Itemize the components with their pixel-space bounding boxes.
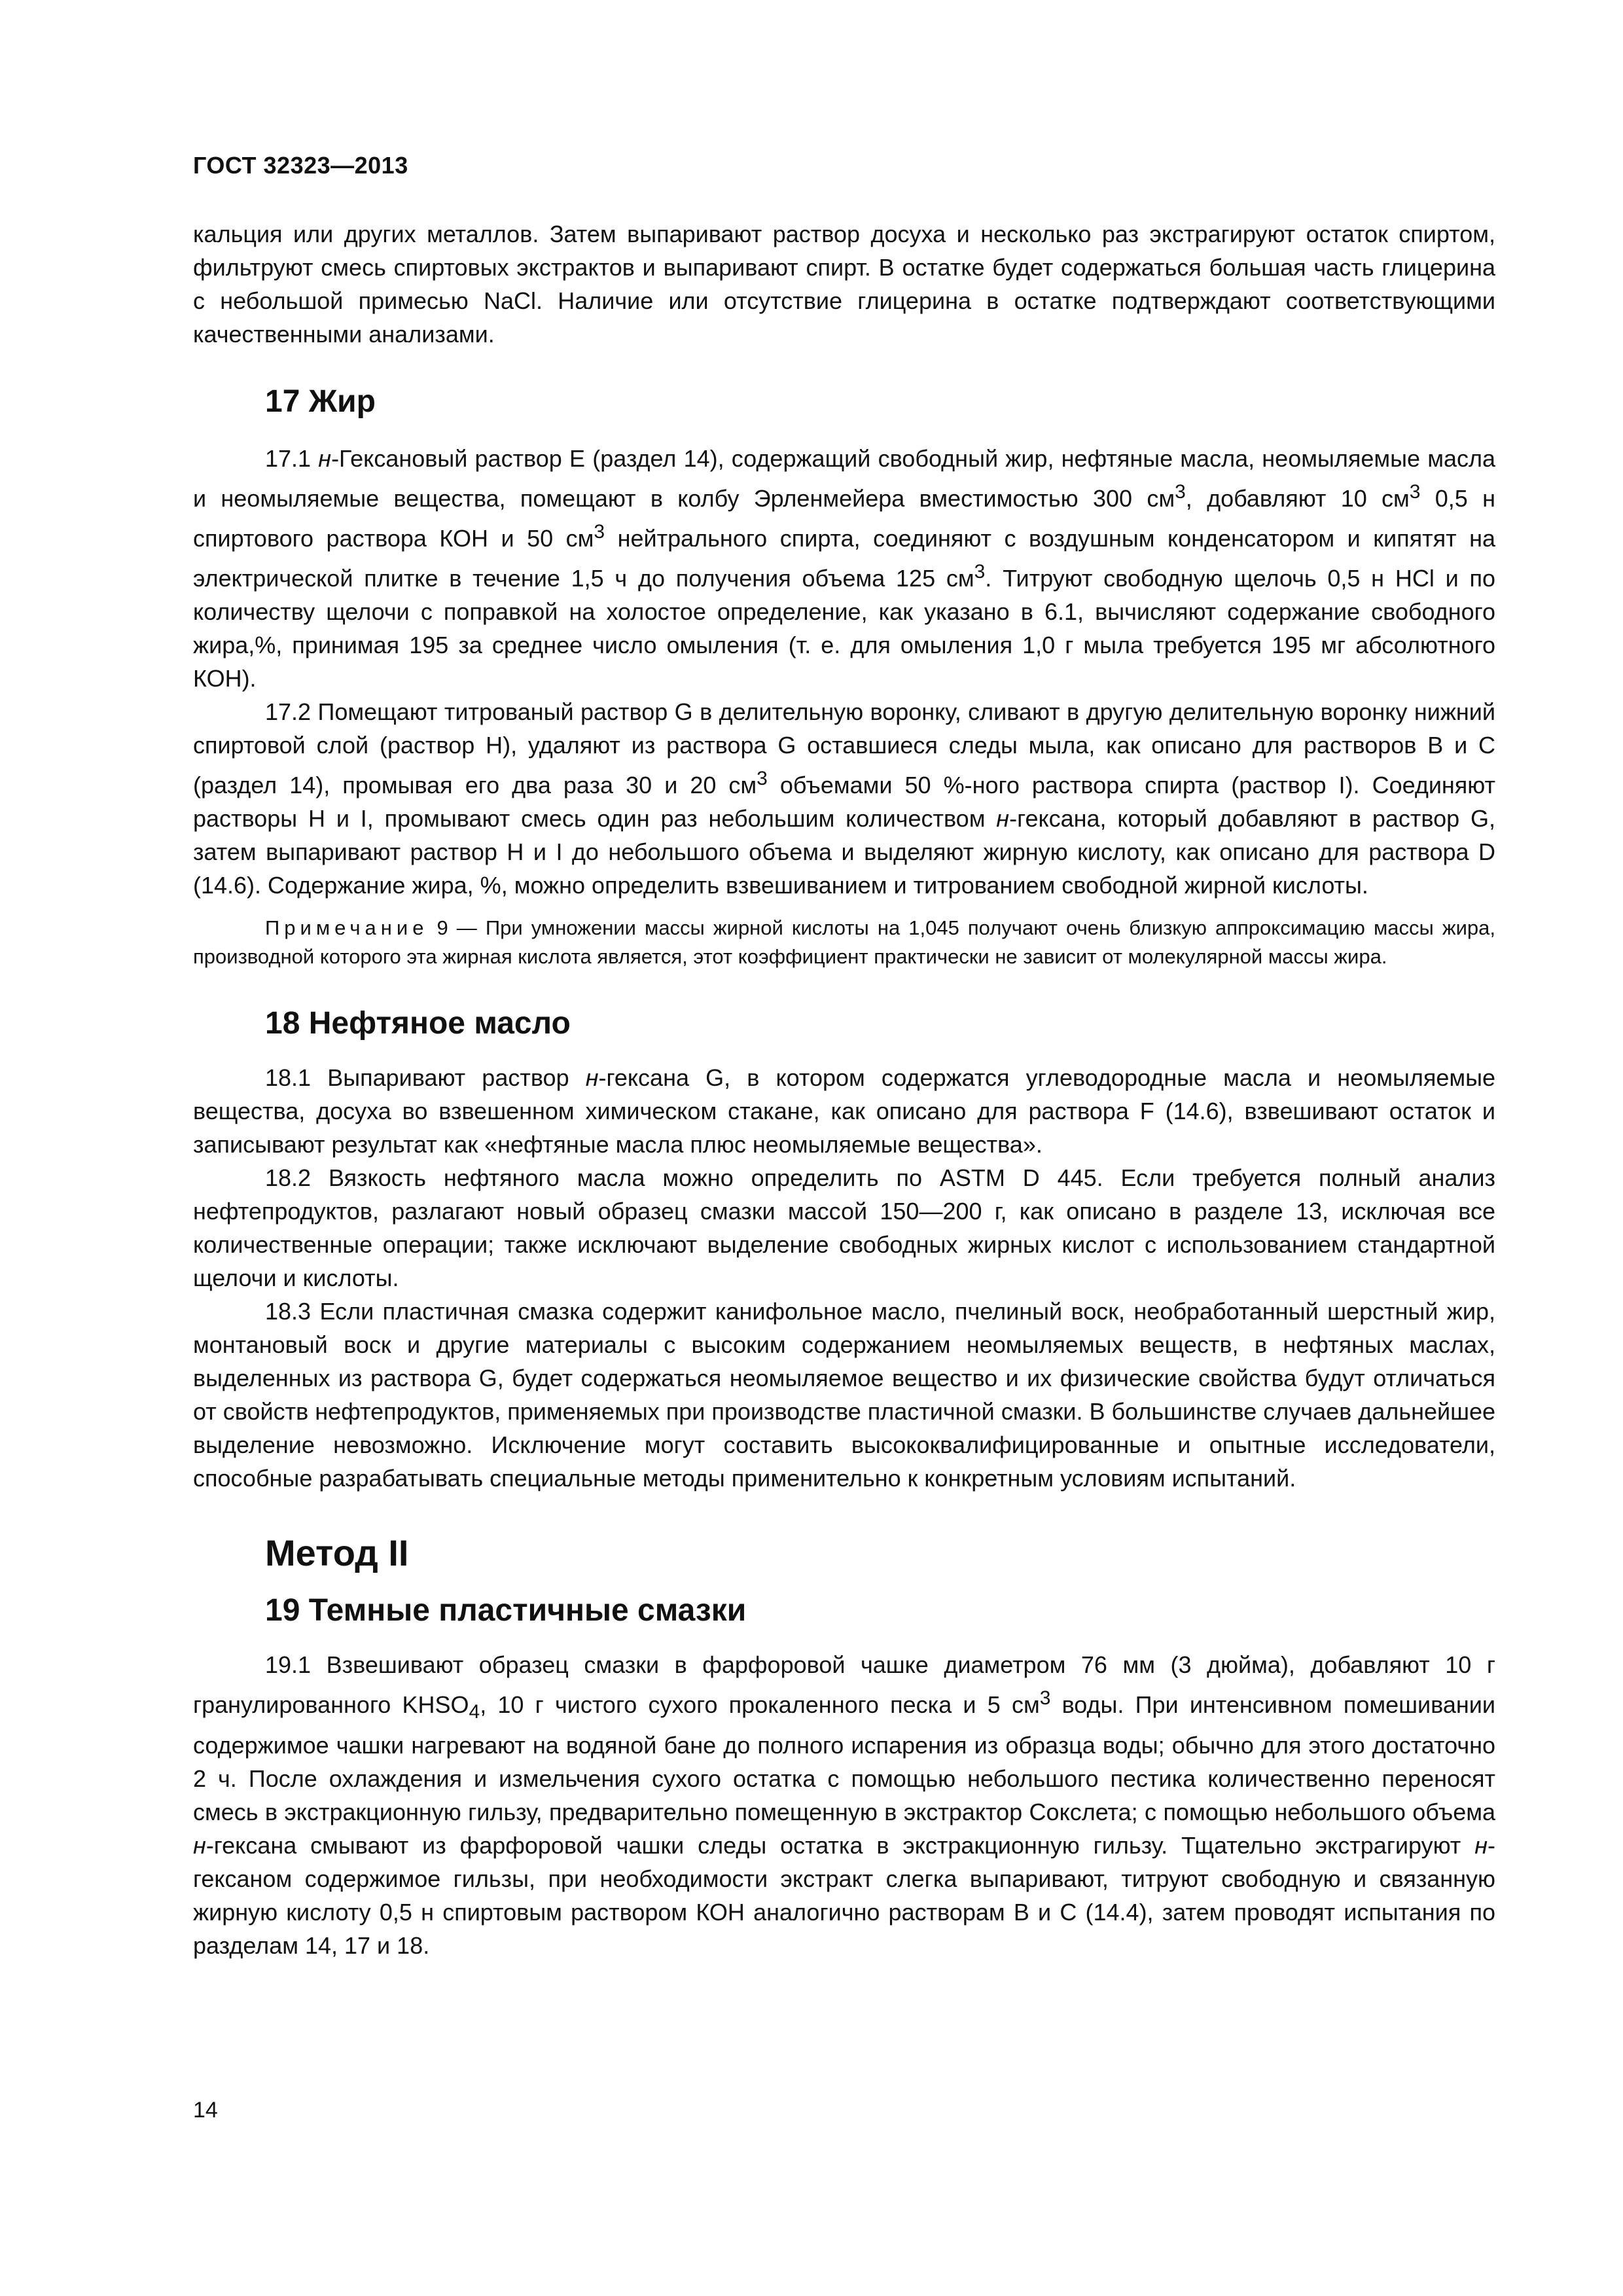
paragraph-19-1: 19.1 Взвешивают образец смазки в фарфоровой чашке диаметром 76 мм (3 дюйма), добавляют 10 г гранулированного $KHSO_4$, 10 г чистого сухого прокаленного песка и 5 $см^3$ воды. При интенсивном помешивании содержимое чашки нагревают на водяной бане до полного испарения из образца воды; обычно для этого достаточно 2 ч. После охлаждения и измельчения сухого остатка с помощью небольшого пестика количественно переносят смесь в экстракционную гильзу, предварительно помещенную в экстрактор Сокслета; с помощью небольшого объема н-гексана смывают из фарфоровой чашки следы остатка в экстракционную гильзу. Тщательно экстрагируют н-гексаном содержимое гильзы, при необходимости экстракт слегка выпаривают, титруют свободную и связанную жирную кислоту 0,5 н спиртовым раствором КОН аналогично растворам В и С (14.4), затем проводят испытания по разделам 14, 17 и 18. [193, 1651, 1495, 1960]
page-number: 14 [193, 2098, 218, 2123]
section-18-title: 18 Нефтяное масло [265, 1006, 571, 1041]
method-title: Метод II [265, 1532, 409, 1573]
paragraph-17-1: 17.1 н-Гексановый раствор Е (раздел 14), содержащий свободный жир, нефтяные масла, неомыляемые масла и неомыляемые вещества, помещают в колбу Эрленмейера вместимостью 300 $см^3$, добавляют 10 $см^3$ 0,5 н спиртового раствора КОН и 50 $см^3$ нейтрального спирта, соединяют с воздушным конденсатором и кипятят на электрической плитке в течение 1,5 ч до получения объема 125 $см^3$. Титруют свободную щелочь 0,5 н HCl и по количеству щелочи с поправкой на холостое определение, как указано в 6.1, вычисляют содержание свободного жира,%, принимая 195 за среднее число омыления (т. е. для омыления 1,0 г мыла требуется 195 мг абсолютного КОН). [193, 445, 1495, 692]
note-9: Примечание 9 — При умножении массы жирной кислоты на 1,045 получают очень близкую аппроксимацию массы жира, производной которого эта жирная кислота является, этот коэффициент практически не зависит от молекулярной массы жира. [193, 916, 1495, 968]
page-content [193, 217, 1495, 1962]
note-label: Примечание [265, 916, 429, 939]
paragraph-18-3: 18.3 Если пластичная смазка содержит канифольное масло, пчелиный воск, необработанный шерстный жир, монтановый воск и другие материалы с высоким содержанием неомыляемых веществ, в нефтяных маслах, выделенных из раствора G, будет содержаться неомыляемое вещество и их физические свойства будут отличаться от свойств нефтепродуктов, применяемых при производстве пластичной смазки. В большинстве случаев дальнейшее выделение невозможно. Исключение могут составить высококвалифицированные и опытные исследователи, способные разрабатывать специальные методы применительно к конкретным условиям испытаний. [193, 1298, 1495, 1492]
standard-header: ГОСТ 32323—2013 [193, 152, 408, 179]
intro-paragraph: кальция или других металлов. Затем выпаривают раствор досуха и несколько раз экстрагируют остаток спиртом, фильтруют смесь спиртовых экстрактов и выпаривают спирт. В остатке будет содержаться большая часть глицерина с небольшой примесью NaCl. Наличие или отсутствие глицерина в остатке подтверждают соответствующими качественными анализами. [193, 221, 1495, 348]
section-17-title: 17 Жир [265, 384, 376, 419]
paragraph-17-2: 17.2 Помещают титрованый раствор G в делительную воронку, сливают в другую делительную воронку нижний спиртовой слой (раствор H), удаляют из раствора G оставшиеся следы мыла, как описано для растворов В и С (раздел 14), промывая его два раза 30 и 20 $см^3$ объемами 50 %-ного раствора спирта (раствор I). Соединяют растворы H и I, промывают смесь один раз небольшим количеством н-гексана, который добавляют в раствор G, затем выпаривают раствор H и I до небольшого объема и выделяют жирную кислоту, как описано для раствора D (14.6). Содержание жира, %, можно определить взвешиванием и титрованием свободной жирной кислоты. [193, 698, 1496, 899]
section-19-title: 19 Темные пластичные смазки [265, 1593, 747, 1628]
paragraph-18-2: 18.2 Вязкость нефтяного масла можно определить по ASTM D 445. Если требуется полный анализ нефтепродуктов, разлагают новый образец смазки массой 150—200 г, как описано в разделе 13, исключая все количественные операции; также исключают выделение свободных жирных кислот с использованием стандартной щелочи и кислоты. [193, 1164, 1495, 1291]
paragraph-18-1: 18.1 Выпаривают раствор н-гексана G, в котором содержатся углеводородные масла и неомыляемые вещества, досуха во взвешенном химическом стакане, как описано для раствора F (14.6), взвешивают остаток и записывают результат как «нефтяные масла плюс неомыляемые вещества». [193, 1064, 1496, 1158]
